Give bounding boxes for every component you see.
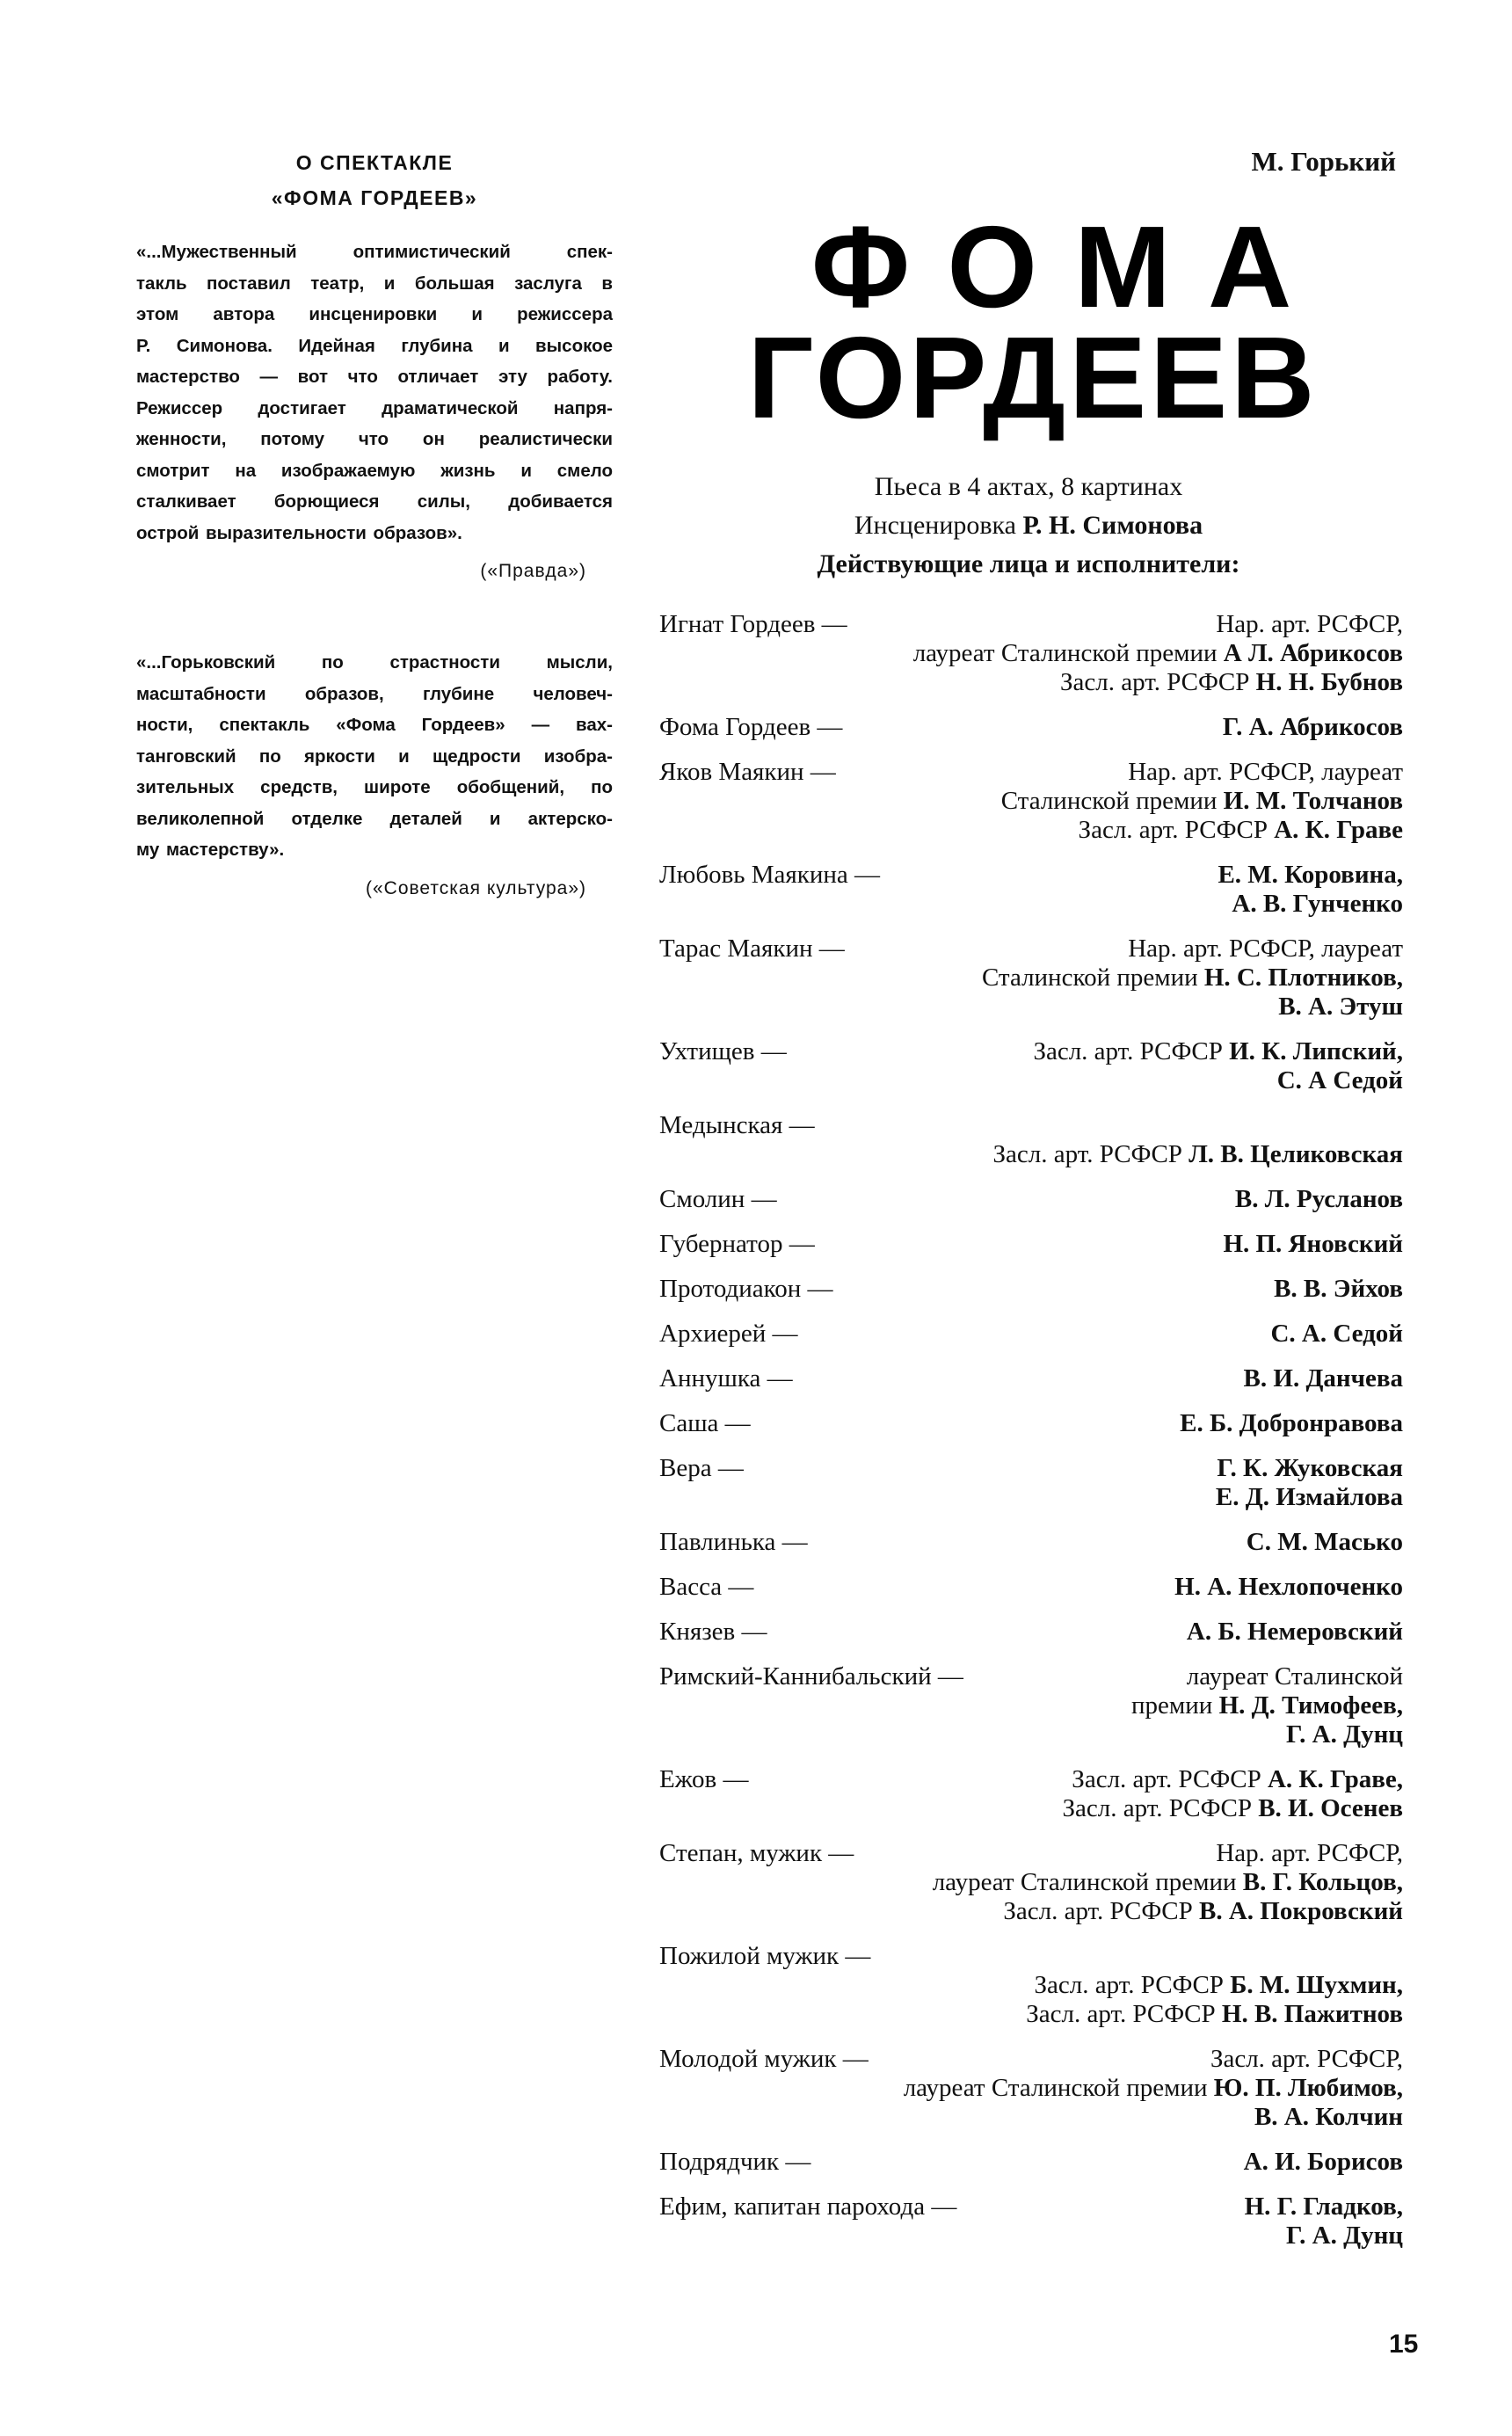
character-role: Вера —	[659, 1454, 744, 1482]
performer-title: премии	[1131, 1691, 1213, 1720]
character-role: Саша —	[659, 1409, 751, 1437]
performer-credit	[982, 963, 1403, 993]
quote-line: такль поставил театр, и большая заслуга в	[136, 273, 613, 294]
performer-name: А. В. Гунченко	[1232, 890, 1403, 918]
performer-title: Нар. арт. РСФСР, лауреат	[1128, 934, 1403, 963]
character-role: Ухтищев —	[659, 1037, 787, 1065]
performer-credit	[1174, 1573, 1403, 1602]
performer-credit	[1210, 2045, 1403, 2074]
performer-credit	[1063, 1794, 1403, 1823]
cast-entry	[659, 1528, 1403, 1557]
character-role: Князев —	[659, 1618, 767, 1646]
cast-heading: Действующие лица и исполнители:	[817, 549, 1240, 578]
cast-entry	[659, 934, 1403, 1022]
performer-title: Засл. арт. РСФСР	[992, 1140, 1182, 1168]
performer-title: лауреат Сталинской премии	[932, 1868, 1237, 1896]
character-role: Ежов —	[659, 1765, 749, 1793]
cast-entry	[659, 610, 1403, 697]
quote-sovetskaya-kultura	[136, 647, 613, 866]
quote-line: этом автора инсценировки и режиссера	[136, 304, 613, 324]
cast-entry	[659, 758, 1403, 845]
cast-list	[659, 610, 1403, 2266]
performer-name: Е. М. Коровина,	[1218, 861, 1403, 889]
performer-credit	[1286, 1720, 1403, 1749]
character-role: Подрядчик —	[659, 2148, 811, 2176]
performer-credit	[1216, 1839, 1403, 1868]
performer-name: С. А. Седой	[1270, 1320, 1403, 1348]
performer-name: Н. А. Нехлопоченко	[1174, 1573, 1403, 1601]
character-role: Медынская —	[659, 1111, 815, 1139]
quote-line: зительных средств, широте обобщений, по	[136, 777, 613, 797]
cast-entry	[659, 1037, 1403, 1095]
cast-entry	[659, 1185, 1403, 1214]
character-role: Яков Маякин —	[659, 758, 836, 786]
performer-credit	[1187, 1618, 1403, 1647]
performer-credit	[1180, 1409, 1403, 1438]
performer-title: Засл. арт. РСФСР	[1033, 1037, 1223, 1065]
quote-line: сталкивает борющиеся силы, добивается	[136, 491, 613, 512]
performer-name: Г. А. Абрикосов	[1222, 713, 1403, 741]
performer-credit	[913, 639, 1403, 668]
performer-name: А. Б. Немеровский	[1186, 1618, 1403, 1646]
quote-line: «...Мужественный оптимистический спек-	[136, 242, 613, 262]
performer-credit	[1245, 2192, 1403, 2221]
performer-credit	[1072, 1765, 1403, 1794]
character-role: Васса —	[659, 1573, 754, 1601]
performer-credit	[933, 1868, 1403, 1897]
character-role: Тарас Маякин —	[659, 934, 845, 963]
quote-line: мастерство — вот что отличает эту работу.	[136, 367, 613, 387]
performer-credit	[1216, 610, 1403, 639]
performer-title: Засл. арт. РСФСР	[1062, 1794, 1252, 1822]
performer-name: В. И. Осенев	[1258, 1794, 1403, 1822]
performer-credit	[1244, 2148, 1403, 2177]
performer-credit	[1131, 1691, 1403, 1720]
performer-credit	[1001, 787, 1403, 816]
performer-name: Г. К. Жуковская	[1217, 1454, 1403, 1482]
play-subtitle	[668, 468, 1389, 584]
performer-credit	[1060, 668, 1403, 697]
quote-line: смотрит на изображаемую жизнь и смело	[136, 460, 613, 481]
performer-credit	[1223, 1230, 1403, 1259]
cast-entry	[659, 1765, 1403, 1823]
performer-name: С. А Седой	[1276, 1066, 1403, 1094]
performer-credit	[1247, 1528, 1403, 1557]
performer-credit	[1026, 2000, 1403, 2029]
performer-name: А. И. Борисов	[1243, 2148, 1403, 2176]
performer-credit	[1223, 713, 1403, 742]
performer-credit	[1217, 1454, 1403, 1483]
performer-name: А Л. Абрикосов	[1223, 639, 1403, 667]
performer-credit	[1286, 2221, 1403, 2251]
performer-credit	[1216, 1483, 1403, 1512]
performer-credit	[1235, 1185, 1403, 1214]
performer-name: Н. В. Пажитнов	[1221, 2000, 1403, 2028]
column-heading: О СПЕКТАКЛЕ	[295, 151, 454, 174]
performer-credit	[1274, 1275, 1403, 1304]
page-number: 15	[1389, 2330, 1419, 2359]
performer-credit	[1244, 1364, 1403, 1393]
performer-title: Засл. арт. РСФСР	[1078, 816, 1268, 844]
performer-name: Е. Б. Добронравова	[1180, 1409, 1403, 1437]
performer-name: Н. Г. Гладков,	[1244, 2192, 1403, 2221]
performer-credit	[1187, 1662, 1403, 1691]
performer-credit	[1128, 934, 1403, 963]
performer-credit	[1033, 1037, 1403, 1066]
character-role: Протодиакон —	[659, 1275, 833, 1303]
cast-entry	[659, 1839, 1403, 1926]
performer-title: Засл. арт. РСФСР	[1059, 668, 1250, 696]
character-role: Игнат Гордеев —	[659, 610, 847, 638]
performer-name: В. И. Данчева	[1243, 1364, 1403, 1393]
performer-credit	[1003, 1897, 1403, 1926]
performer-name: Г. А. Дунц	[1286, 1720, 1403, 1749]
performer-title: лауреат Сталинской премии	[903, 2074, 1208, 2102]
cast-entry	[659, 1662, 1403, 1749]
cast-entry	[659, 2148, 1403, 2177]
quote-line: Р. Симонова. Идейная глубина и высокое	[136, 335, 613, 356]
performer-credit	[1079, 816, 1403, 845]
character-role: Павлинька —	[659, 1528, 808, 1556]
performer-name: В. А. Покровский	[1199, 1897, 1403, 1925]
quote-line: Режиссер достигает драматической напря-	[136, 397, 613, 418]
play-description: Пьеса в 4 актах, 8 картинах	[874, 472, 1183, 501]
quote-line: женности, потому что он реалистически	[136, 429, 613, 449]
cast-entry	[659, 1573, 1403, 1602]
cast-entry	[659, 2045, 1403, 2132]
character-role: Молодой мужик —	[659, 2045, 869, 2073]
performer-name: Л. В. Целиковская	[1189, 1140, 1403, 1168]
character-role: Ефим, капитан парохода —	[659, 2192, 957, 2221]
performer-name: Н. С. Плотников,	[1203, 963, 1403, 992]
cast-entry	[659, 1942, 1403, 2029]
performer-credit	[1218, 861, 1403, 890]
performer-title: Засл. арт. РСФСР	[1034, 1971, 1224, 1999]
cast-entry	[659, 1320, 1403, 1349]
cast-entry	[659, 1364, 1403, 1393]
performer-title: лауреат Сталинской премии	[912, 639, 1218, 667]
performer-name: С. М. Масько	[1246, 1528, 1403, 1556]
performer-name: А. К. Граве	[1274, 816, 1403, 844]
performer-title: Засл. арт. РСФСР	[1026, 2000, 1216, 2028]
performer-title: Сталинской премии	[981, 963, 1198, 992]
character-role: Степан, мужик —	[659, 1839, 854, 1867]
performer-title: Нар. арт. РСФСР,	[1216, 610, 1403, 638]
staging-label: Инсценировка	[854, 511, 1016, 540]
performer-name: И. М. Толчанов	[1223, 787, 1403, 815]
cast-entry	[659, 1230, 1403, 1259]
performer-name: В. А. Колчин	[1254, 2103, 1403, 2131]
quote-source: («Правда»)	[480, 561, 586, 581]
performer-name: Б. М. Шухмин,	[1230, 1971, 1403, 1999]
quote-line: острой выразительности образов».	[136, 522, 462, 543]
play-title-line1: ФОМА	[811, 202, 1329, 331]
performer-name: Г. А. Дунц	[1286, 2221, 1403, 2250]
performer-name: В. Л. Русланов	[1234, 1185, 1403, 1213]
character-role: Аннушка —	[659, 1364, 793, 1393]
performer-credit	[1232, 890, 1403, 919]
performer-credit	[1270, 1320, 1403, 1349]
column-heading-title: «ФОМА ГОРДЕЕВ»	[271, 186, 478, 209]
character-role: Смолин —	[659, 1185, 777, 1213]
quote-line: великолепной отделке деталей и актерско-	[136, 808, 613, 829]
performer-name: В. А. Этуш	[1278, 993, 1403, 1021]
cast-entry	[659, 1409, 1403, 1438]
quote-source: («Советская культура»)	[365, 877, 586, 898]
about-performance-column	[136, 145, 613, 905]
cast-entry	[659, 1111, 1403, 1169]
quote-line: ности, спектакль «Фома Гордеев» — вах-	[136, 715, 613, 735]
character-role: Пожилой мужик —	[659, 1942, 871, 1970]
cast-entry	[659, 1618, 1403, 1647]
cast-entry	[659, 1454, 1403, 1512]
performer-name: Н. Д. Тимофеев,	[1218, 1691, 1403, 1720]
performer-credit	[1278, 993, 1403, 1022]
performer-name: Ю. П. Любимов,	[1213, 2074, 1403, 2102]
performer-name: В. В. Эйхов	[1274, 1275, 1403, 1303]
quote-pravda	[136, 236, 613, 549]
performer-name: Н. Н. Бубнов	[1255, 668, 1403, 696]
performer-title: Нар. арт. РСФСР, лауреат	[1128, 758, 1403, 786]
performer-name: Н. П. Яновский	[1223, 1230, 1403, 1258]
cast-entry	[659, 1275, 1403, 1304]
quote-line: танговский по яркости и щедрости изобра-	[136, 745, 613, 767]
character-role: Любовь Маякина —	[659, 861, 881, 889]
staging-credit	[668, 506, 1389, 545]
performer-title: Засл. арт. РСФСР	[1072, 1765, 1261, 1793]
performer-name: А. К. Граве,	[1267, 1765, 1403, 1793]
performer-title: Засл. арт. РСФСР,	[1210, 2045, 1403, 2073]
character-role: Губернатор —	[659, 1230, 815, 1258]
cast-entry	[659, 2192, 1403, 2251]
character-role: Фома Гордеев —	[659, 713, 843, 741]
character-role: Архиерей —	[659, 1320, 798, 1348]
performer-credit	[904, 2074, 1403, 2103]
quote-line: «...Горьковский по страстности мысли,	[136, 652, 613, 673]
performer-credit	[1128, 758, 1403, 787]
performer-name: И. К. Липский,	[1229, 1037, 1403, 1065]
performer-credit	[1277, 1066, 1403, 1095]
performer-name: Е. Д. Измайлова	[1215, 1483, 1403, 1511]
play-title-line2: ГОРДЕЕВ	[747, 313, 1319, 442]
author: М. Горький	[1251, 146, 1396, 177]
performer-name: В. Г. Кольцов,	[1242, 1868, 1403, 1896]
performer-credit	[1254, 2103, 1403, 2132]
cast-entry	[659, 713, 1403, 742]
performer-credit	[1035, 1971, 1404, 2000]
performer-title: Нар. арт. РСФСР,	[1216, 1839, 1403, 1867]
staging-author: Р. Н. Симонова	[1022, 511, 1203, 540]
performer-title: Сталинской премии	[1000, 787, 1218, 815]
cast-entry	[659, 861, 1403, 919]
quote-line: масштабности образов, глубине человеч-	[136, 683, 613, 704]
performer-title: Засл. арт. РСФСР	[1003, 1897, 1193, 1925]
quote-line: му мастерству».	[136, 840, 285, 860]
performer-title: лауреат Сталинской	[1186, 1662, 1403, 1691]
character-role: Римский-Каннибальский —	[659, 1662, 963, 1691]
performer-credit	[993, 1140, 1404, 1169]
